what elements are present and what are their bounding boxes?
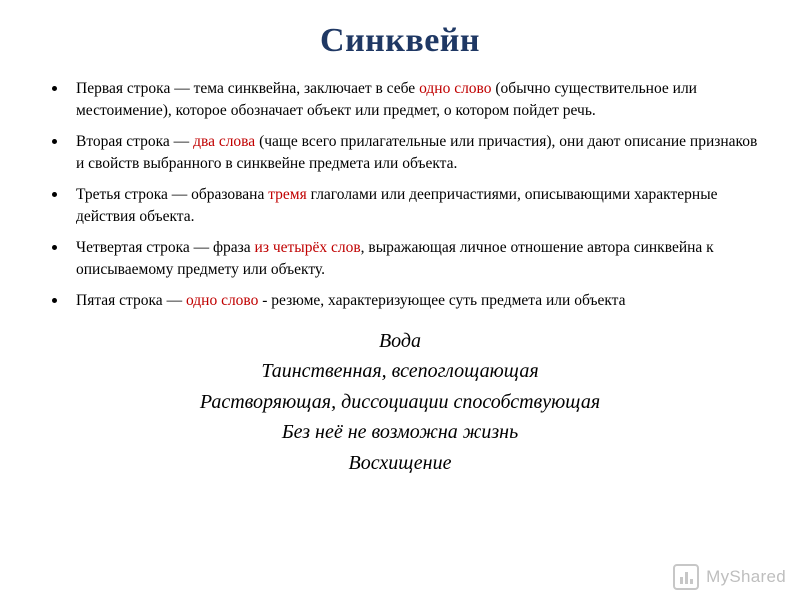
body-text: Третья строка — образована xyxy=(76,186,269,203)
poem-line: Таинственная, всепоглощающая xyxy=(261,360,539,383)
list-item xyxy=(44,237,762,281)
body-text: Пятая строка — xyxy=(76,292,186,309)
emphasis-text: два слова xyxy=(193,133,256,150)
body-text: , выражающая личное отношение автора синквейна к описываемому предмету или объекту. xyxy=(76,239,714,278)
page-title: Синквейн xyxy=(320,22,480,59)
emphasis-text: одно слово xyxy=(185,292,259,309)
emphasis-text: из четырёх слов xyxy=(254,239,361,256)
body-text: - резюме, характеризующее суть предмета или объекта xyxy=(258,292,626,309)
poem-line: Восхищение xyxy=(348,451,452,474)
list-item xyxy=(44,131,762,175)
list-item xyxy=(44,78,762,122)
poem-line: Вода xyxy=(378,330,422,352)
watermark-label: MyShared xyxy=(706,567,786,586)
emphasis-text: тремя xyxy=(268,186,307,203)
poem-line: Без неё не возможна жизнь xyxy=(281,421,519,444)
body-text: глаголами или деепричастиями, описывающими характерные действия объекта. xyxy=(76,186,718,225)
poem-line: Растворяющая, диссоциации способствующая xyxy=(199,390,601,413)
bullet-list xyxy=(0,78,800,312)
body-text: (обычно существительное или местоимение), которое обозначает объект или предмет, о котором пойдет речь. xyxy=(76,80,697,119)
list-item xyxy=(44,290,762,312)
list-item xyxy=(44,184,762,228)
body-text: Четвертая строка — фраза xyxy=(76,239,255,256)
poem-block xyxy=(0,326,800,478)
body-text: (чаще всего прилагательные или причастия), они дают описание признаков и свойств выбранного в синквейне предмета или объекта. xyxy=(76,133,758,172)
body-text: Вторая строка — xyxy=(76,133,194,150)
emphasis-text: одно слово xyxy=(419,80,492,97)
watermark xyxy=(673,564,786,590)
body-text: Первая строка — тема синквейна, заключает в себе xyxy=(76,80,420,97)
chart-icon xyxy=(673,564,699,590)
